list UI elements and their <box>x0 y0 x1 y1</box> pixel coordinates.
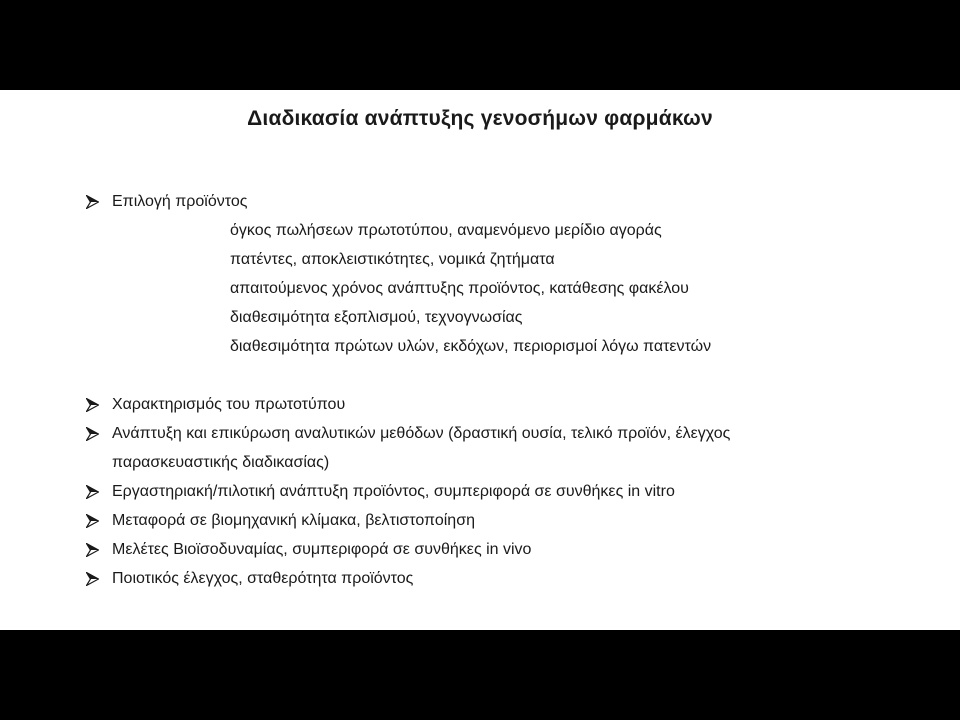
slide <box>0 90 960 630</box>
arrow-checkmark-bullet-icon <box>86 187 100 216</box>
list-item-label: Μελέτες Βιοϊσοδυναμίας, συμπεριφορά σε συνθήκες in vivo <box>112 541 532 558</box>
arrow-checkmark-bullet-icon <box>86 506 100 535</box>
list-item <box>86 506 886 535</box>
sub-item: πατέντες, αποκλειστικότητες, νομικά ζητήματα <box>230 251 555 268</box>
sub-item: διαθεσιμότητα πρώτων υλών, εκδόχων, περιορισμοί λόγω πατεντών <box>230 338 712 355</box>
list-item-label: Εργαστηριακή/πιλοτική ανάπτυξη προϊόντος, συμπεριφορά σε συνθήκες in vitro <box>112 483 675 500</box>
sub-item: διαθεσιμότητα εξοπλισμού, τεχνογνωσίας <box>230 309 523 326</box>
arrow-checkmark-bullet-icon <box>86 564 100 593</box>
list-item <box>86 564 886 593</box>
slide-title: Διαδικασία ανάπτυξης γενοσήμων φαρμάκων <box>247 107 713 130</box>
arrow-checkmark-bullet-icon <box>86 535 100 564</box>
arrow-checkmark-bullet-icon <box>86 419 100 448</box>
list-item-label: Επιλογή προϊόντος <box>112 193 248 210</box>
list-item <box>86 535 886 564</box>
sub-item: απαιτούμενος χρόνος ανάπτυξης προϊόντος, κατάθεσης φακέλου <box>230 280 689 297</box>
list-item-label-continued: παρασκευαστικής διαδικασίας) <box>112 454 330 471</box>
sub-item: όγκος πωλήσεων πρωτοτύπου, αναμενόμενο μερίδιο αγοράς <box>230 222 662 239</box>
bullet-list-main <box>86 390 886 593</box>
list-item <box>86 390 886 419</box>
list-item-label: Ανάπτυξη και επικύρωση αναλυτικών μεθόδων (δραστική ουσία, τελικό προϊόν, έλεγχος <box>112 425 731 442</box>
arrow-checkmark-bullet-icon <box>86 477 100 506</box>
list-item <box>86 419 886 477</box>
list-item-label: Μεταφορά σε βιομηχανική κλίμακα, βελτιστοποίηση <box>112 512 475 529</box>
list-item-label: Ποιοτικός έλεγχος, σταθερότητα προϊόντος <box>112 570 414 587</box>
arrow-checkmark-bullet-icon <box>86 390 100 419</box>
list-item-label: Χαρακτηρισμός του πρωτοτύπου <box>112 396 346 413</box>
list-item <box>86 187 886 216</box>
bullet-list <box>86 187 886 216</box>
list-item <box>86 477 886 506</box>
subitem-list <box>86 216 886 361</box>
